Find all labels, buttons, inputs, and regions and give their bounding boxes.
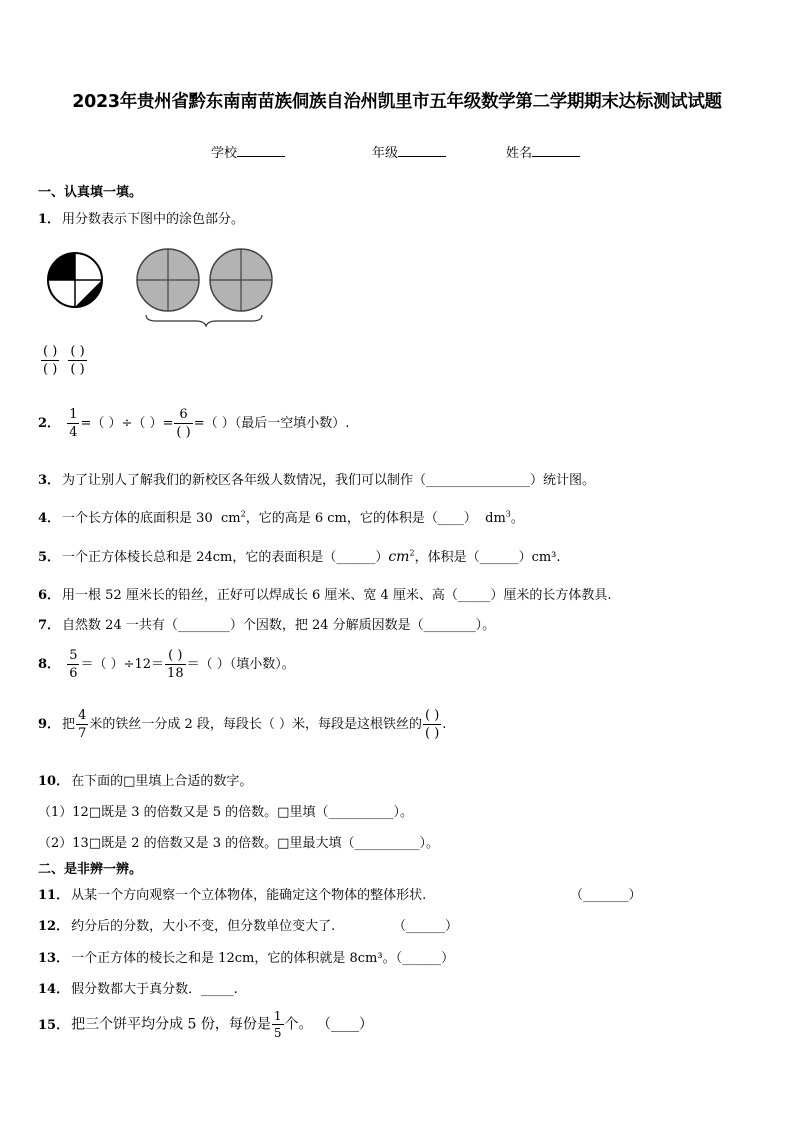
q1-brace [146,315,262,326]
question-3-number: 3． [38,473,61,488]
question-5 [38,546,561,565]
q4-exp-2: 2 [240,509,246,519]
q9-fraction-2: $\frac{( )}{( )}$ [425,708,440,741]
q8-fraction-2: $\frac{( )}{18}$ [167,648,184,681]
question-4-part-b: ，它的高是 6 cm，它的体积是（____） [245,511,477,526]
question-7-text: 自然数 24 一共有（________）个因数，把 24 分解质因数是（________）。 [62,618,496,633]
q5-exp-2: 2 [409,548,415,558]
question-11-number: 11． [38,888,70,903]
question-3-text: 为了让别人了解我们的新校区各年级人数情况，我们可以制作（________________）统计图。 [62,473,596,488]
question-8-part-a: ＝（ ）÷12＝ [80,657,165,672]
grade-underline [398,144,446,157]
question-5-part-a: 一个正方体棱长总和是 24cm，它的表面积是（______） [62,550,389,565]
question-4-part-a: 一个长方体的底面积是 30 [62,511,213,526]
question-13-number: 13． [38,951,70,966]
name-field[interactable] [506,142,580,161]
question-11 [38,884,426,903]
question-5-number: 5． [38,550,61,565]
question-1-number: 1． [38,212,61,227]
q1-circle-quarters [48,253,102,307]
question-5-part-b: ，体积是（______）cm³. [414,550,561,565]
q2-equation-part-1: =（ ）÷（ ）= [80,416,174,431]
question-9-part-a: 把 [62,717,76,732]
question-7-number: 7． [38,618,61,633]
question-10 [38,770,252,789]
question-10-text: 在下面的□里填上合适的数字。 [71,774,253,789]
q4-unit-cm: cm [221,511,241,526]
question-2 [38,408,349,439]
question-12-text: 约分后的分数，大小不变，但分数单位变大了. [71,919,336,934]
question-7 [38,614,495,633]
question-9-part-c: . [442,717,447,732]
school-label: 学校 [211,146,238,161]
question-12-number: 12． [38,919,70,934]
question-10-sub-1: （1）12□既是 3 的倍数又是 5 的倍数。□里填（__________）。 [38,805,413,820]
question-2-number: 2． [38,416,61,431]
name-underline [532,144,580,157]
question-14-number: 14． [38,982,70,997]
question-4-number: 4． [38,511,61,526]
grade-field[interactable] [372,142,446,161]
question-4 [38,507,524,526]
question-1 [38,208,244,227]
question-15-number: 15． [38,1017,70,1033]
q4-exp-3: 3 [505,509,511,519]
school-underline [237,144,285,157]
question-4-part-c: 。 [510,511,524,526]
question-3 [38,469,595,488]
question-8-part-b: ＝（ ）（填小数）。 [186,657,295,672]
question-13 [38,947,454,966]
question-9-part-b: 米的铁丝一分成 2 段，每段长（ ）米，每段是这根铁丝的 [89,717,423,732]
q1-answer-fraction-2[interactable]: $\frac{( )}{( )}$ [70,344,85,377]
q5-unit-cm: cm [388,549,410,565]
q12-answer-blank[interactable]: （______） [393,919,459,934]
q15-fraction: $\frac{1}{5}$ [273,1009,282,1040]
question-10-number: 10． [38,774,70,789]
question-12 [38,915,335,934]
q8-fraction-1: $\frac{5}{6}$ [69,648,78,681]
section-2-heading: 二、是非辨一辨。 [38,862,143,877]
question-13-text: 一个正方体的棱长之和是 12cm，它的体积就是 8cm³。（______） [71,951,455,966]
q2-fraction-2: $\frac{6}{( )}$ [176,407,191,440]
question-8 [38,649,295,680]
q11-answer-blank[interactable]: （_______） [570,888,642,903]
question-1-text: 用分数表示下图中的涂色部分。 [62,212,245,227]
question-15-part-b: 个。 （____） [284,1016,373,1033]
question-10-sub-2: （2）13□既是 2 的倍数又是 3 的倍数。□里最大填（__________）。 [38,836,439,851]
q2-equation-part-2: =（ ）（最后一空填小数）. [193,416,350,431]
question-14-text: 假分数都大于真分数．_____. [71,982,238,997]
q1-circle-gray-2 [210,249,272,311]
question-11-text: 从某一个方向观察一个立体物体，能确定这个物体的整体形状. [71,888,427,903]
question-9 [38,709,446,740]
question-15-part-a: 把三个饼平均分成 5 份，每份是 [71,1016,271,1033]
grade-label: 年级 [372,146,399,161]
q1-answer-fractions[interactable] [40,345,88,376]
question-14 [38,978,238,997]
page-title: 2023年贵州省黔东南南苗族侗族自治州凯里市五年级数学第二学期期末达标测试试题 [72,92,722,112]
question-9-number: 9． [38,717,61,732]
question-8-number: 8． [38,657,61,672]
q4-unit-dm: dm [485,511,506,526]
q1-circle-gray-1 [137,249,199,311]
question-6-text: 用一根 52 厘米长的铅丝，正好可以焊成长 6 厘米、宽 4 厘米、高（_____）厘米的长方体教具. [62,588,612,603]
q1-answer-fraction-1[interactable]: $\frac{( )}{( )}$ [43,344,58,377]
school-field[interactable] [211,142,285,161]
q1-figure [40,245,280,327]
q9-fraction-1: $\frac{4}{7}$ [78,708,87,741]
question-15 [38,1010,373,1039]
section-1-heading: 一、认真填一填。 [38,185,143,200]
name-label: 姓名 [506,146,533,161]
question-6 [38,584,612,603]
q2-fraction-1: $\frac{1}{4}$ [69,407,78,440]
question-6-number: 6． [38,588,61,603]
